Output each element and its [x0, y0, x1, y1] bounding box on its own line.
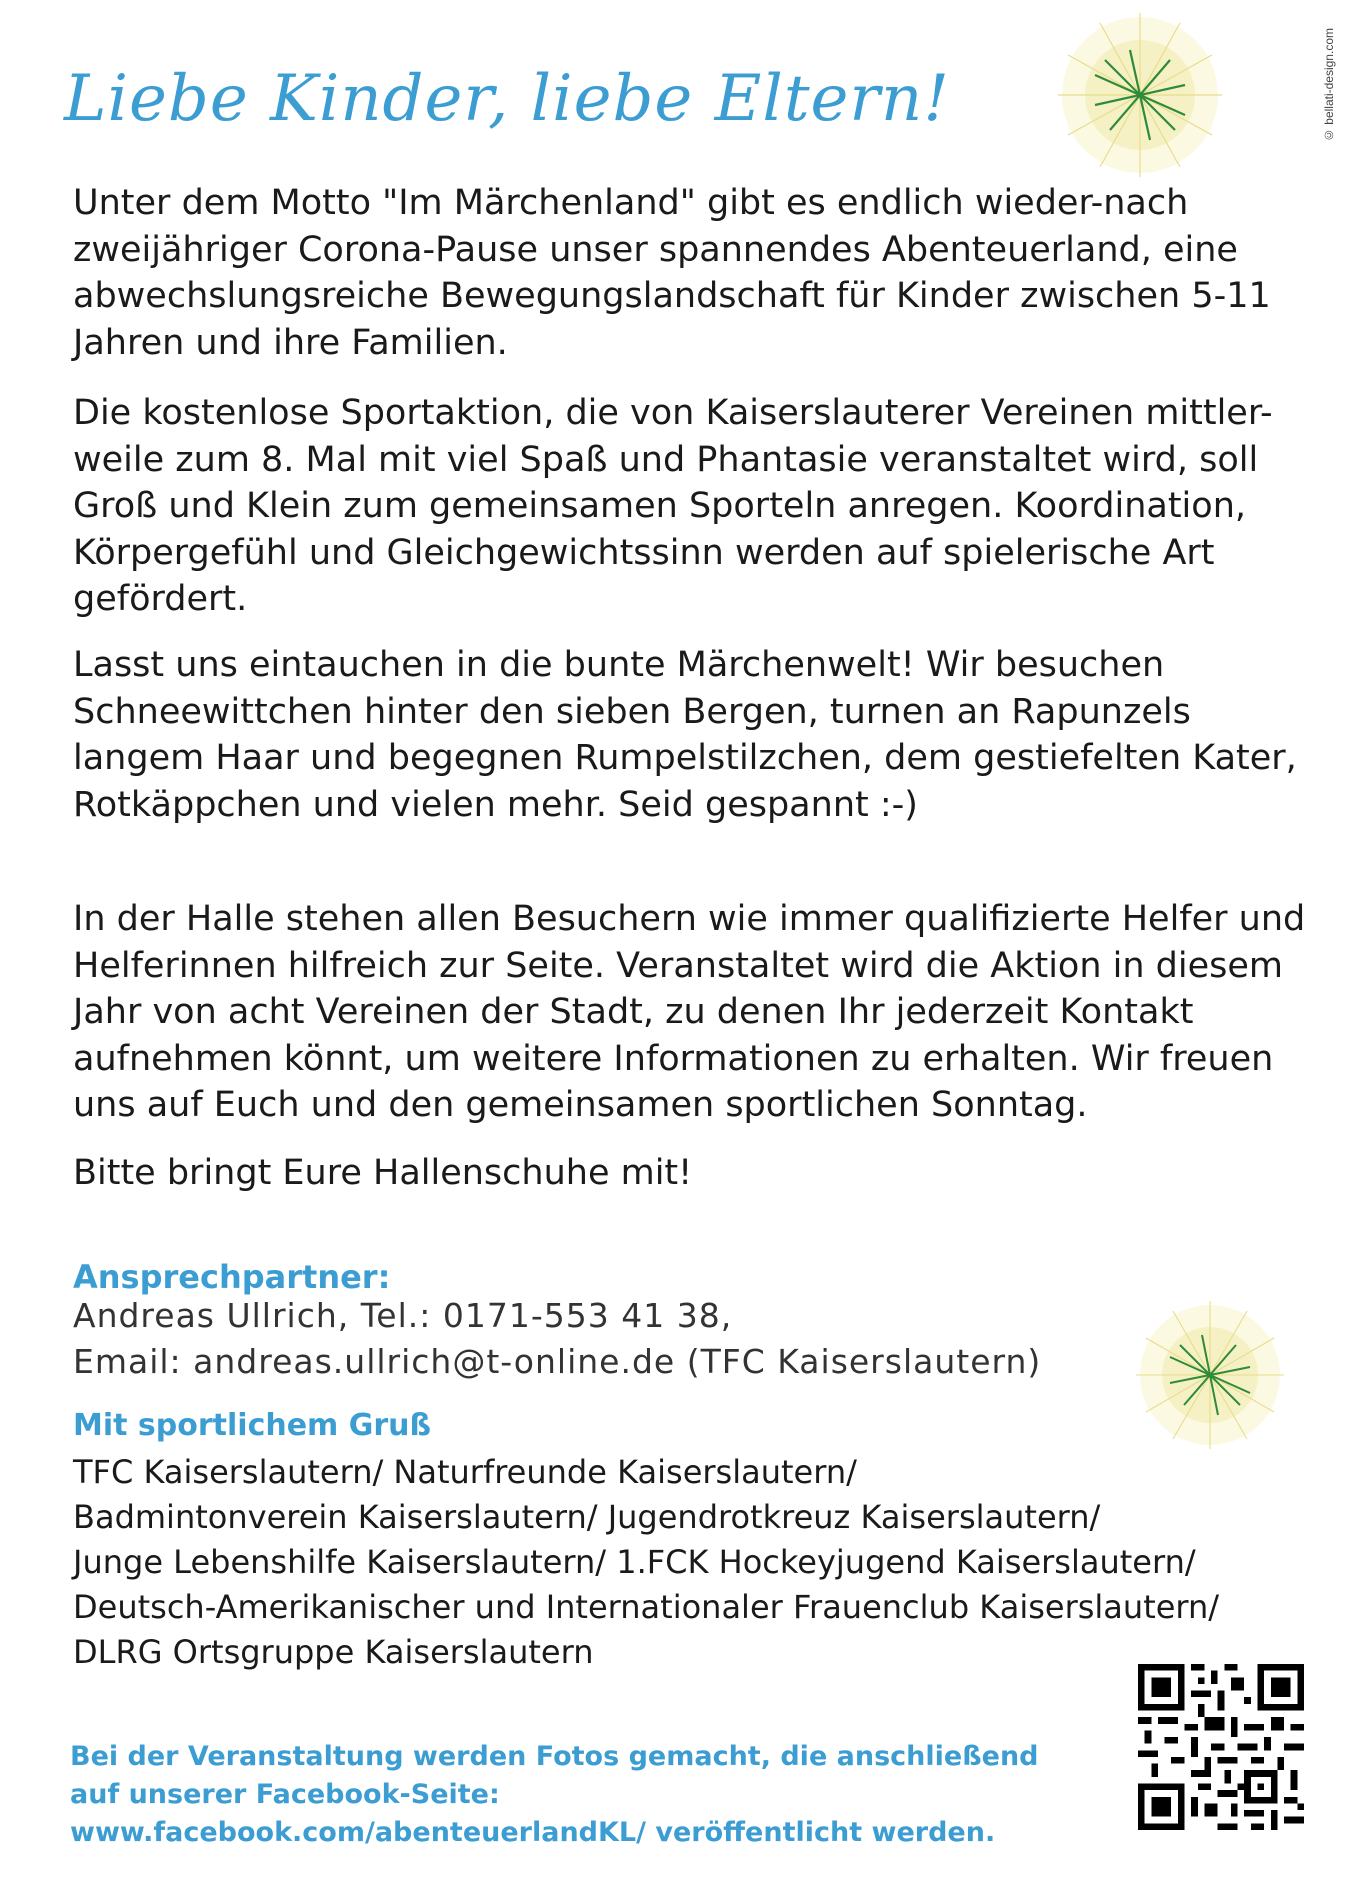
contact-heading: Ansprechpartner: — [73, 1258, 391, 1296]
list-item: DLRG Ortsgruppe Kaiserslautern — [73, 1633, 594, 1671]
page-title: Liebe Kinder, liebe Eltern! — [64, 62, 950, 136]
description-paragraph — [73, 390, 1313, 623]
clubs-list — [73, 1450, 1219, 1675]
paragraph-text: Die kostenlose Sportaktion, die von Kaiserslauterer Vereinen mittler-weile zum 8. Mal mit viel Spaß und Phantasie veranstaltet wird, soll Groß und Klein zum gemeinsamen Sporteln anregen. Koordination, Körpergefühl und Gleichgewichtssinn werden auf spielerische Art gefördert. — [73, 393, 1273, 619]
intro-paragraph — [73, 180, 1313, 366]
list-item: Badmintonverein Kaiserslautern/ Jugendrotkreuz Kaiserslautern/ — [73, 1498, 1101, 1536]
paragraph-text: In der Halle stehen allen Besuchern wie immer qualifizierte Helfer und Helferinnen hilfreich zur Seite. Veranstaltet wird die Aktion in diesem Jahr von acht Vereinen der Stadt, zu denen Ihr jederzeit Kontakt aufnehmen könnt, um weitere Informationen zu erhalten. Wir freuen uns auf Euch und den gemeinsamen sportlichen Sonntag. — [73, 899, 1306, 1125]
shoes-reminder — [73, 1150, 1313, 1197]
image-credit: © bellati-design.com — [1322, 28, 1336, 143]
fairytale-paragraph — [73, 642, 1313, 828]
list-item: Deutsch-Amerikanischer und Internationaler Frauenclub Kaiserslautern/ — [73, 1588, 1220, 1626]
helpers-paragraph — [73, 896, 1313, 1129]
greeting-heading: Mit sportlichem Gruß — [73, 1408, 432, 1443]
dandelion-flower-icon — [1120, 1290, 1300, 1460]
paragraph-text: Unter dem Motto "Im Märchenland" gibt es endlich wieder-nach zweijähriger Corona-Pause unser spannendes Abenteuerland, eine abwechslungsreiche Bewegungslandschaft für Kinder zwischen 5-11 Jahren und ihre Familien. — [73, 183, 1271, 363]
contact-email[interactable]: Email: andreas.ullrich@t-online.de (TFC Kaiserslautern) — [73, 1342, 1042, 1381]
photo-notice: Bei der Veranstaltung werden Fotos gemacht, die anschließend auf unserer Facebook-Seite: www.facebook.com/abenteuerlandKL/ veröffentlicht werden. — [70, 1741, 1039, 1848]
paragraph-text: Bitte bringt Eure Hallenschuhe mit! — [73, 1153, 693, 1193]
paragraph-text: Lasst uns eintauchen in die bunte Märchenwelt! Wir besuchen Schneewittchen hinter den sieben Bergen, turnen an Rapunzels langem Haar und begegnen Rumpelstilzchen, dem gestiefelten Kater, Rotkäppchen und vielen mehr. Seid gespannt :-) — [73, 645, 1297, 825]
dandelion-flower-icon — [1040, 0, 1240, 190]
contact-name-phone: Andreas Ullrich, Tel.: 0171-553 41 38, — [73, 1296, 733, 1335]
list-item: Junge Lebenshilfe Kaiserslautern/ 1.FCK Hockeyjugend Kaiserslautern/ — [73, 1543, 1196, 1581]
list-item: TFC Kaiserslautern/ Naturfreunde Kaiserslautern/ — [73, 1453, 857, 1491]
qr-code-icon[interactable] — [1138, 1664, 1304, 1830]
